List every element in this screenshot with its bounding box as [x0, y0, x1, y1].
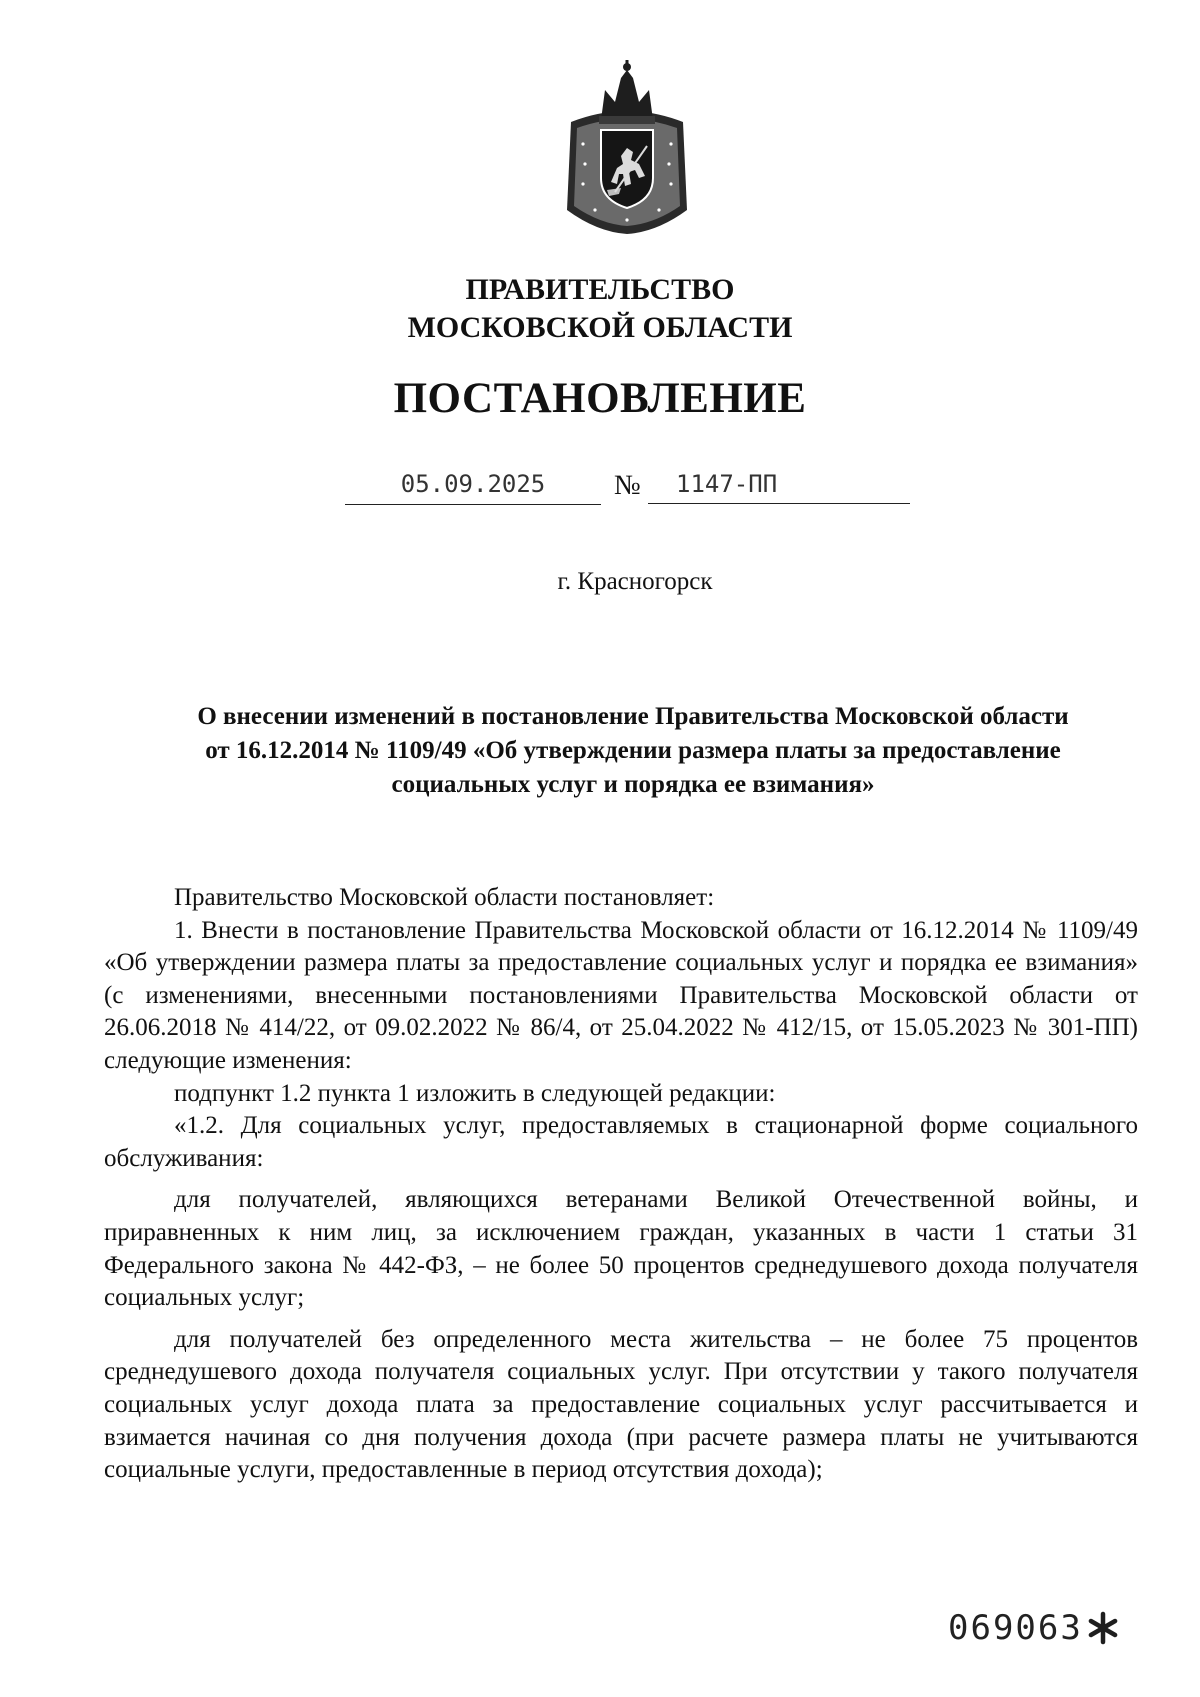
asterisk-icon — [1086, 1611, 1120, 1645]
document-date: 05.09.2025 — [345, 468, 601, 505]
body-paragraph-quote-start: «1.2. Для социальных услуг, предоставляемых в стационарной форме социального обслуживания: — [104, 1112, 1138, 1172]
coat-of-arms-emblem — [561, 60, 693, 235]
body-paragraph-item1: 1. Внести в постановление Правительства Московской области от 16.12.2014 № 1109/49 «Об утверждении размера платы за предоставление социальных услуг и порядка ее взимания» (с изменениями, внесенными постановлениями Правительства Московской области от 26.06.2018 № 414/22, от 09.02.2022 № 86/4, от 25.04.2022 № 412/15, от 15.05.2023 № 301-ПП) следующие изменения: — [104, 916, 1138, 1074]
subject-line2: от 16.12.2014 № 1109/49 «Об утверждении размера платы за предоставление — [205, 737, 1061, 764]
body-paragraph-subitem: подпункт 1.2 пункта 1 изложить в следующей редакции: — [174, 1079, 776, 1107]
organization-name-line2: МОСКОВСКОЙ ОБЛАСТИ — [407, 311, 793, 344]
organization-name-line1: ПРАВИТЕЛЬСТВО — [465, 273, 735, 306]
body-paragraph-veterans: для получателей, являющихся ветеранами Великой Отечественной войны, и приравненных к ним лиц, за исключением граждан, указанных в части 1 статьи 31 Федерального закона № 442-ФЗ, – не более 50 процентов среднедушевого дохода получателя социальных услуг; — [104, 1186, 1138, 1312]
subject-line1: О внесении изменений в постановление Правительства Московской области — [197, 703, 1069, 730]
document-number: 1147-ПП — [648, 468, 910, 504]
body-paragraph-homeless: для получателей без определенного места жительства – не более 75 процентов среднедушевого дохода получателя социальных услуг. При отсутствии у такого получателя социальных услуг дохода плата за предоставление социальных услуг рассчитывается и взимается начиная со дня получения дохода (при расчете размера платы не учитываются социальные услуги, предоставленные в период отсутствия дохода); — [104, 1325, 1138, 1484]
number-sign: № — [614, 470, 641, 501]
subject-line3: социальных услуг и порядка ее взимания» — [391, 771, 875, 798]
body-paragraph-intro: Правительство Московской области постановляет: — [174, 884, 715, 911]
coat-of-arms-icon — [561, 60, 693, 235]
city-name: г. Красногорск — [557, 568, 713, 595]
document-subject — [128, 700, 1138, 802]
document-type-title: ПОСТАНОВЛЕНИЕ — [393, 375, 807, 422]
form-serial-number: 069063 — [948, 1608, 1083, 1648]
date-number-row — [0, 468, 1200, 508]
document-body — [104, 882, 1138, 1487]
